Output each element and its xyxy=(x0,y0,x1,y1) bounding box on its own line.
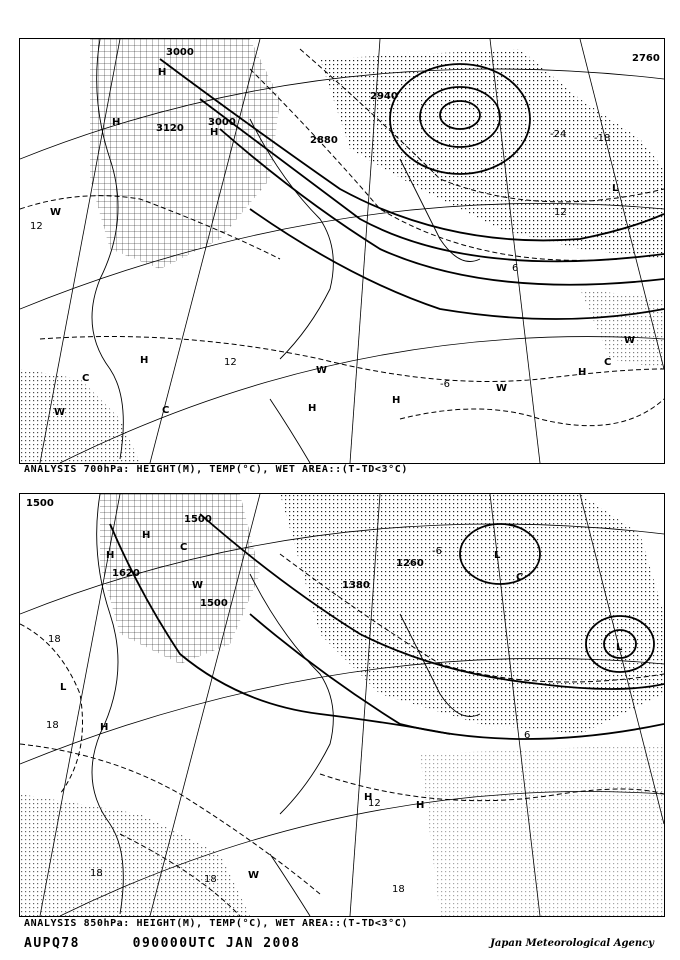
contour-label: 1500 xyxy=(184,514,212,525)
chart-header xyxy=(24,936,301,951)
map-850hpa-svg xyxy=(20,494,664,916)
contour-label: 1260 xyxy=(396,558,424,569)
low-center: L xyxy=(612,183,619,194)
isotherm-label: 18 xyxy=(204,874,217,885)
isotherm-label: -6 xyxy=(432,546,442,557)
isotherm-label: -6 xyxy=(440,379,450,390)
cold-center: C xyxy=(604,357,612,368)
cold-center: C xyxy=(516,572,524,583)
isotherm-label: 18 xyxy=(90,868,103,879)
isotherm-label: 12 xyxy=(224,357,237,368)
map-panel-700hpa xyxy=(19,38,665,464)
high-center: H xyxy=(364,792,373,803)
high-center: H xyxy=(106,550,115,561)
isotherm-label: 6 xyxy=(524,730,531,741)
high-center: H xyxy=(158,67,167,78)
isotherm-label: 18 xyxy=(48,634,61,645)
warm-center: W xyxy=(496,383,508,394)
map-700hpa-svg xyxy=(20,39,664,463)
wet-area-850 xyxy=(20,494,664,916)
high-center: H xyxy=(112,117,121,128)
warm-center: W xyxy=(316,365,328,376)
warm-center: W xyxy=(624,335,636,346)
warm-center: W xyxy=(54,407,66,418)
caption-700hpa: ANALYSIS 700hPa: HEIGHT(M), TEMP(°C), WET AREA::(T-TD<3°C) xyxy=(24,464,408,475)
chart-id: AUPQ78 xyxy=(24,936,80,951)
low-center: L xyxy=(60,682,67,693)
contour-label: 1380 xyxy=(342,580,370,591)
isotherm-label: 18 xyxy=(46,720,59,731)
map-panel-850hpa xyxy=(19,493,665,917)
low-center: L xyxy=(616,642,623,653)
valid-time: 090000UTC JAN 2008 xyxy=(132,936,301,951)
wet-area-700 xyxy=(20,39,664,463)
high-center: H xyxy=(100,722,109,733)
agency-credit: Japan Meteorological Agency xyxy=(490,938,654,949)
contour-label: 2880 xyxy=(310,135,338,146)
high-center: H xyxy=(392,395,401,406)
cold-center: C xyxy=(180,542,188,553)
contour-label: 3000 xyxy=(166,47,194,58)
contour-label: 2940 xyxy=(370,91,398,102)
isotherm-label: 12 xyxy=(368,798,381,809)
warm-center: W xyxy=(192,580,204,591)
high-center: H xyxy=(416,800,425,811)
contour-label: 1500 xyxy=(200,598,228,609)
high-center: H xyxy=(142,530,151,541)
isotherm-label: 18 xyxy=(392,884,405,895)
warm-center: W xyxy=(248,870,260,881)
low-center: L xyxy=(494,550,501,561)
caption-850hpa: ANALYSIS 850hPa: HEIGHT(M), TEMP(°C), WET AREA::(T-TD<3°C) xyxy=(24,918,408,929)
contour-label: 3120 xyxy=(156,123,184,134)
cold-center: C xyxy=(82,373,90,384)
isotherm-label: -18 xyxy=(594,133,611,144)
isotherm-label: 12 xyxy=(554,207,567,218)
high-center: H xyxy=(308,403,317,414)
isotherm-label: 12 xyxy=(30,221,43,232)
contour-label: 3000 xyxy=(208,117,236,128)
isotherm-label: 6 xyxy=(512,263,519,274)
contour-label: 1620 xyxy=(112,568,140,579)
contour-label: 2760 xyxy=(632,53,660,64)
high-center: H xyxy=(140,355,149,366)
isotherm-label: -24 xyxy=(550,129,567,140)
high-center: H xyxy=(210,127,219,138)
contour-label: 1500 xyxy=(26,498,54,509)
cold-center: C xyxy=(162,405,170,416)
high-center: H xyxy=(578,367,587,378)
warm-center: W xyxy=(50,207,62,218)
